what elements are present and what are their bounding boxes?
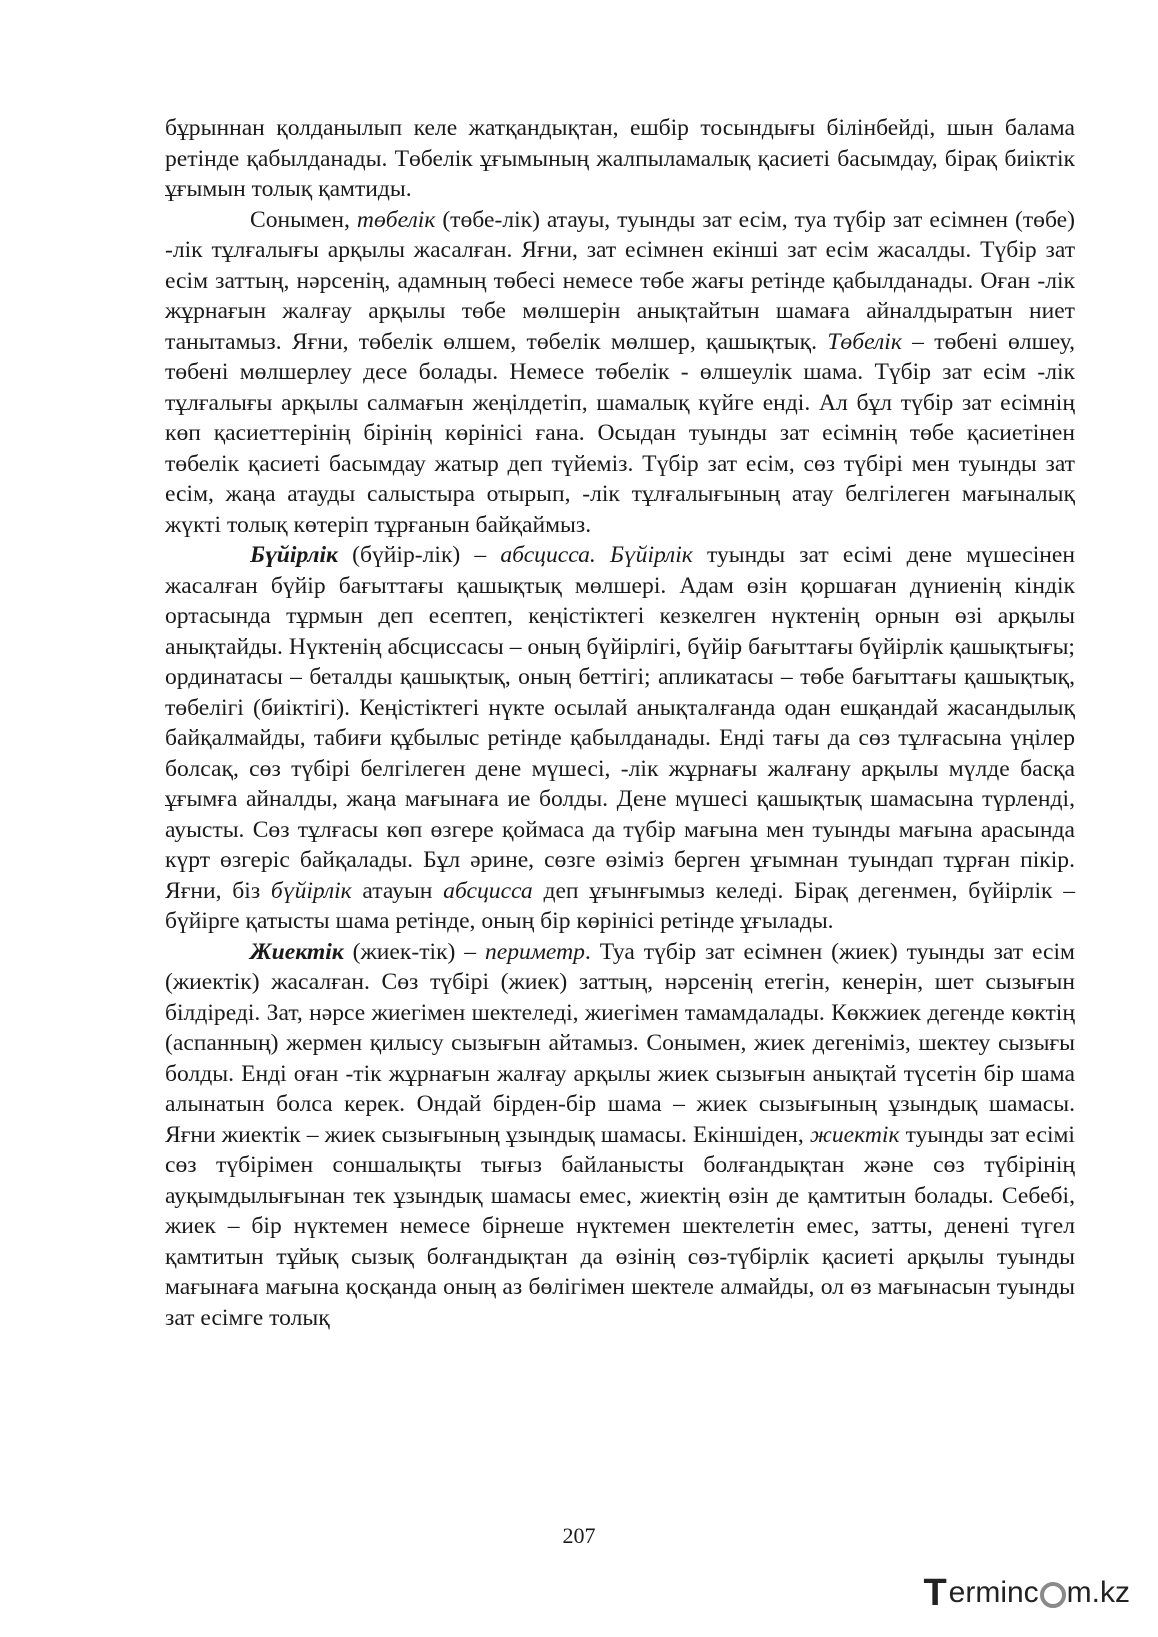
- text-run: (жиек-тік) –: [343, 938, 485, 965]
- term-italic: Төбелік: [827, 328, 902, 355]
- paragraph: [165, 205, 1075, 541]
- text-run: – төбені өлшеу, төбені мөлшерлеу десе болады. Немесе төбелік - өлшеулік шама. Түбір зат есім -лік тұлғалығы арқылы салмағын жеңілдетіп, шамалық күйге енді. Ал бұл түбір зат есімнің көп қасиеттерінің бірінің көрінісі ғана. Осыдан туынды зат есімнің төбе қасиетінен төбелік қасиеті басымдау жатыр деп түйеміз. Түбір зат есім, сөз түбірі мен туынды зат есім, жаңа атауды салыстыра отырып, -лік тұлғалығының атау белгілеген мағыналық жүкті толық көтеріп тұрғанын байқаймыз.: [165, 328, 1076, 538]
- text-run: туынды зат есімі дене мүшесінен жасалған бүйір бағыттағы қашықтық мөлшері. Адам өзін қоршаған дүниенің кіндік ортасында тұрмын деп есептеп, кеңістіктегі кезкелген нүктенің орнын өзі арқылы анықтайды. Нүктенің абсциссасы – оның бүйірлігі, бүйір бағыттағы бүйірлік қашықтығы; ординатасы – беталды қашықтық, оның беттігі; апликатасы – төбе бағыттағы қашықтық, төбелігі (биіктігі). Кеңістіктегі нүкте осылай анықталғанда одан ешқандай жасандылық байқалмайды, табиғи құбылыс ретінде қабылданады. Енді тағы да сөз тұлғасына үңілер болсақ, сөз түбірі белгілеген дене мүшесі, -лік жұрнағы жалғану арқылы мүлде басқа ұғымға айналды, жаңа мағынаға ие болды. Дене мүшесі қашықтық шамасына түрленді, ауысты. Сөз тұлғасы көп өзгере қоймаса да түбір мағына мен туынды мағына арасында күрт өзгеріс байқалады. Бұл әрине, сөзге өзіміз берген ұғымнан туындап тұрған пікір. Яғни, біз: [165, 542, 1075, 904]
- page-number: 207: [562, 1523, 596, 1548]
- term-heading: Бүйірлік: [250, 542, 338, 568]
- term-italic: бүйірлік: [270, 877, 352, 904]
- termincom-logo: [923, 1571, 1130, 1615]
- logo-text: erminc: [948, 1576, 1039, 1609]
- text-run: туынды зат есімі сөз түбірімен соншалықты тығыз байланысты болғандықтан және сөз түбірінің ауқымдылығынан тек ұзындық шамасы емес, жиектің өзін де қамтитын болады. Себебі, жиек – бір нүктемен немесе бірнеше нүктемен шектелетін емес, затты, денені түгел қамтитын тұйық сызық болғандықтан да өзінің сөз-түбірлік қасиеті арқылы туынды мағынаға мағына қосқанда оның аз бөлігімен шектеле алмайды, ол өз мағынасын туынды зат есімге толық: [165, 1121, 1075, 1331]
- paragraph: бұрыннан қолданылып келе жатқандықтан, ешбір тосындығы білінбейді, шын балама ретінде қабылданады. Төбелік ұғымының жалпыламалық қасиеті басымдау, бірақ биіктік ұғымын толық қамтиды.: [165, 115, 1075, 202]
- term-italic: жиектік: [809, 1121, 900, 1148]
- term-italic: абсцисса: [443, 877, 533, 904]
- term-italic: абсцисса. Бүйірлік: [500, 542, 693, 568]
- document-body: [165, 113, 1075, 1333]
- paragraph: [165, 937, 1075, 1334]
- logo-letter: T: [923, 1571, 947, 1614]
- term-italic: периметр: [484, 938, 585, 965]
- text-run: . Туа түбір зат есімнен (жиек) туынды зат есім (жиектік) жасалған. Сөз түбірі (жиек) заттың, нәрсенің етегін, кенерін, шет сызығын білдіреді. Зат, нәрсе жиегімен шектеледі, жиегімен тамамдалады. Көкжиек дегенде көктің (аспанның) жермен қилысу сызығын айтамыз. Сонымен, жиек дегеніміз, шектеу сызығы болды. Енді оған -тік жұрнағын жалғау арқылы жиек сызығын анықтай түсетін бір шама алынатын болса керек. Ондай бірден-бір шама – жиек сызығының ұзындық шамасы. Яғни жиектік – жиек сызығының ұзындық шамасы. Екіншіден,: [165, 938, 1075, 1148]
- text-run: Сонымен,: [250, 206, 357, 233]
- text-run: (бүйір-лік) –: [337, 542, 501, 568]
- text-run: деп ұғынғымыз келеді. Бірақ дегенмен, бүйірлік – бүйірге қатысты шама ретінде, оның бір көрінісі ретінде ұғылады.: [165, 877, 1075, 934]
- text-run: (төбе-лік) атауы, туынды зат есім, туа түбір зат есімнен (төбе) -лік тұлғалығы арқылы жасалған. Яғни, зат есімнен екінші зат есім жасалды. Түбір зат есім заттың, нәрсенің, адамның төбесі немесе төбе жағы ретінде қабылданады. Оған -лік жұрнағын жалғау арқылы төбе мөлшерін анықтайтын шамаға айналдыратын ниет танытамыз. Яғни, төбелік өлшем, төбелік мөлшер, қашықтық.: [165, 206, 1075, 355]
- paragraph: [165, 540, 1075, 937]
- text-run: атауын: [351, 877, 444, 904]
- logo-text: m.kz: [1066, 1576, 1130, 1609]
- ring-icon: [1040, 1582, 1066, 1608]
- term-heading: Жиектік: [250, 938, 344, 965]
- term-italic: төбелік: [356, 206, 436, 233]
